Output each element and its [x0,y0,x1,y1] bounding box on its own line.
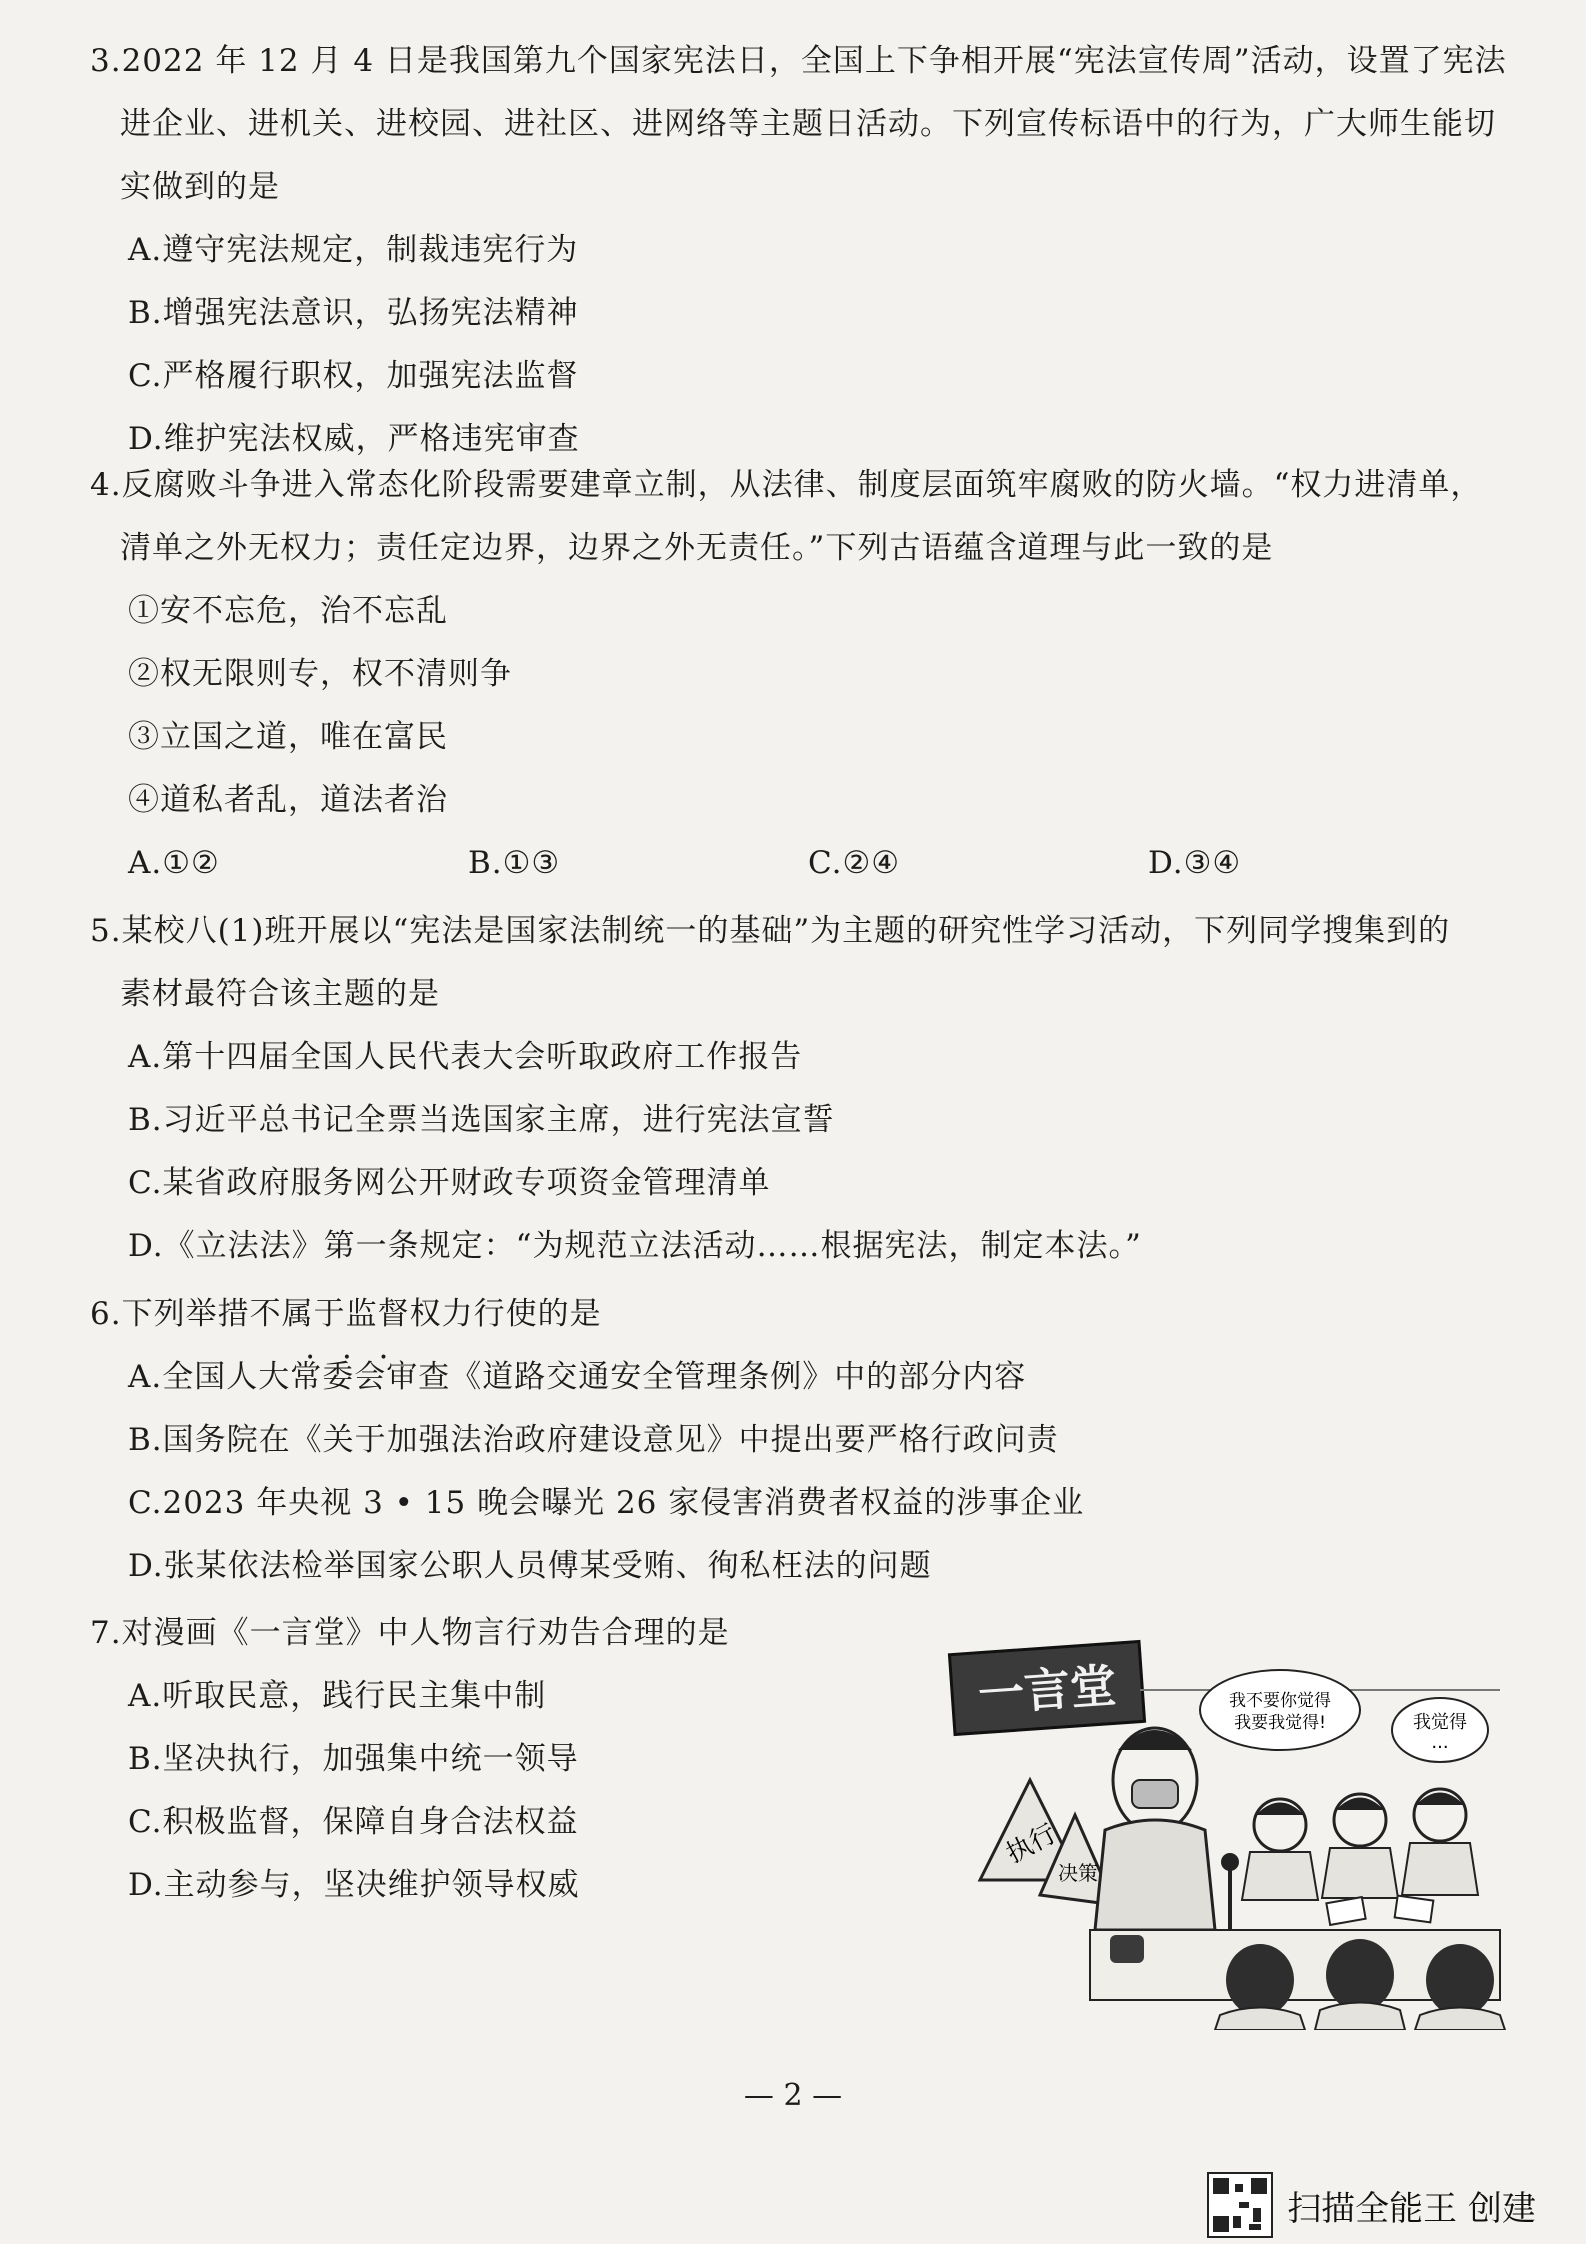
question-3 [90,30,1520,471]
question-3-option-b: B.增强宪法意识，弘扬宪法精神 [128,295,579,331]
question-6-option-a: A.全国人大常委会审查《道路交通安全管理条例》中的部分内容 [128,1359,1027,1395]
question-4-item-2: ②权无限则专，权不清则争 [128,656,512,692]
question-4-choice-b: B.①③ [468,845,561,881]
question-5-option-b: B.习近平总书记全票当选国家主席，进行宪法宣誓 [128,1102,835,1138]
question-3-stem-line-3: 实做到的是 [120,169,280,205]
question-7-option-b: B.坚决执行，加强集中统一领导 [128,1741,579,1777]
question-3-option-d: D.维护宪法权威，严格违宪审查 [128,421,580,457]
scanner-watermark [1207,2172,1536,2238]
cartoon-speech-line-2: 我要我觉得! [1234,1713,1326,1733]
question-4-choice-c: C.②④ [808,845,901,881]
cartoon-members [1242,1789,1478,1925]
question-3-stem-line-2: 进企业、进机关、进校园、进社区、进网络等主题日活动。下列宣传标语中的行为，广大师生能切 [120,106,1496,142]
cartoon-flag-decide-text: 决策 [1058,1861,1098,1885]
question-5-stem [90,900,1520,1026]
question-4-stem [90,454,1520,580]
question-7-option-c: C.积极监督，保障自身合法权益 [128,1804,579,1840]
question-5-option-a: A.第十四届全国人民代表大会听取政府工作报告 [128,1039,803,1075]
question-7-stem: 7.对漫画《一言堂》中人物言行劝告合理的是 [90,1615,730,1651]
cartoon-member-speech-line-1: 我觉得 [1413,1712,1467,1733]
question-5-stem-line-1: 5.某校八(1)班开展以“宪法是国家法制统一的基础”为主题的研究性学习活动，下列同学搜集到的 [90,913,1451,949]
question-6-option-c: C.2023 年央视 3 • 15 晚会曝光 26 家侵害消费者权益的涉事企业 [128,1485,1085,1521]
question-4-item-3: ③立国之道，唯在富民 [128,719,448,755]
question-3-stem-line-1: 3.2022 年 12 月 4 日是我国第九个国家宪法日，全国上下争相开展“宪法宣传周”活动，设置了宪法 [90,43,1507,79]
question-6-option-b: B.国务院在《关于加强法治政府建设意见》中提出要严格行政问责 [128,1422,1059,1458]
question-4-stem-line-2: 清单之外无权力；责任定边界，边界之外无责任。”下列古语蕴含道理与此一致的是 [120,530,1274,566]
question-6-stem: 6.下列举措不属于监督权力行使的是 • • • [90,1283,1520,1346]
question-4 [90,454,1520,895]
cartoon-yiyantang [940,1630,1520,2030]
question-4-item-1: ①安不忘危，治不忘乱 [128,593,448,629]
question-5-option-c: C.某省政府服务网公开财政专项资金管理清单 [128,1165,771,1201]
cartoon-leader-body [1095,1820,1215,1930]
question-6-option-d: D.张某依法检举国家公职人员傅某受贿、徇私枉法的问题 [128,1548,932,1584]
cartoon-flag-execute-text: 执行 [1001,1818,1062,1870]
question-5 [90,900,1520,1278]
cartoon-speech-line-1: 我不要你觉得 [1229,1691,1331,1711]
question-7-option-d: D.主动参与，坚决维护领导权威 [128,1867,580,1903]
question-4-choices [90,832,1520,895]
qr-code-icon [1207,2172,1273,2238]
question-3-option-c: C.严格履行职权，加强宪法监督 [128,358,579,394]
question-5-stem-line-2: 素材最符合该主题的是 [120,976,440,1012]
question-3-stem [90,30,1520,219]
question-7 [90,1602,920,1917]
question-6 [90,1283,1520,1598]
cartoon-front-members [1215,1939,1505,2030]
question-4-item-4: ④道私者乱，道法者治 [128,782,448,818]
scanner-watermark-text: 扫描全能王 创建 [1287,2188,1536,2229]
cartoon-title: 一言堂 [976,1658,1118,1722]
question-4-choice-a: A.①② [128,845,220,881]
question-4-stem-line-1: 4.反腐败斗争进入常态化阶段需要建章立制，从法律、制度层面筑牢腐败的防火墙。“权力进清单， [90,467,1483,503]
cartoon-member-speech-line-2: ... [1431,1732,1449,1753]
question-7-option-a: A.听取民意，践行民主集中制 [128,1678,547,1714]
question-4-choice-d: D.③④ [1148,845,1242,881]
question-5-option-d: D.《立法法》第一条规定：“为规范立法活动……根据宪法，制定本法。” [128,1228,1142,1264]
page-number: — 2 — [743,2078,843,2113]
question-3-option-a: A.遵守宪法规定，制裁违宪行为 [128,232,579,268]
